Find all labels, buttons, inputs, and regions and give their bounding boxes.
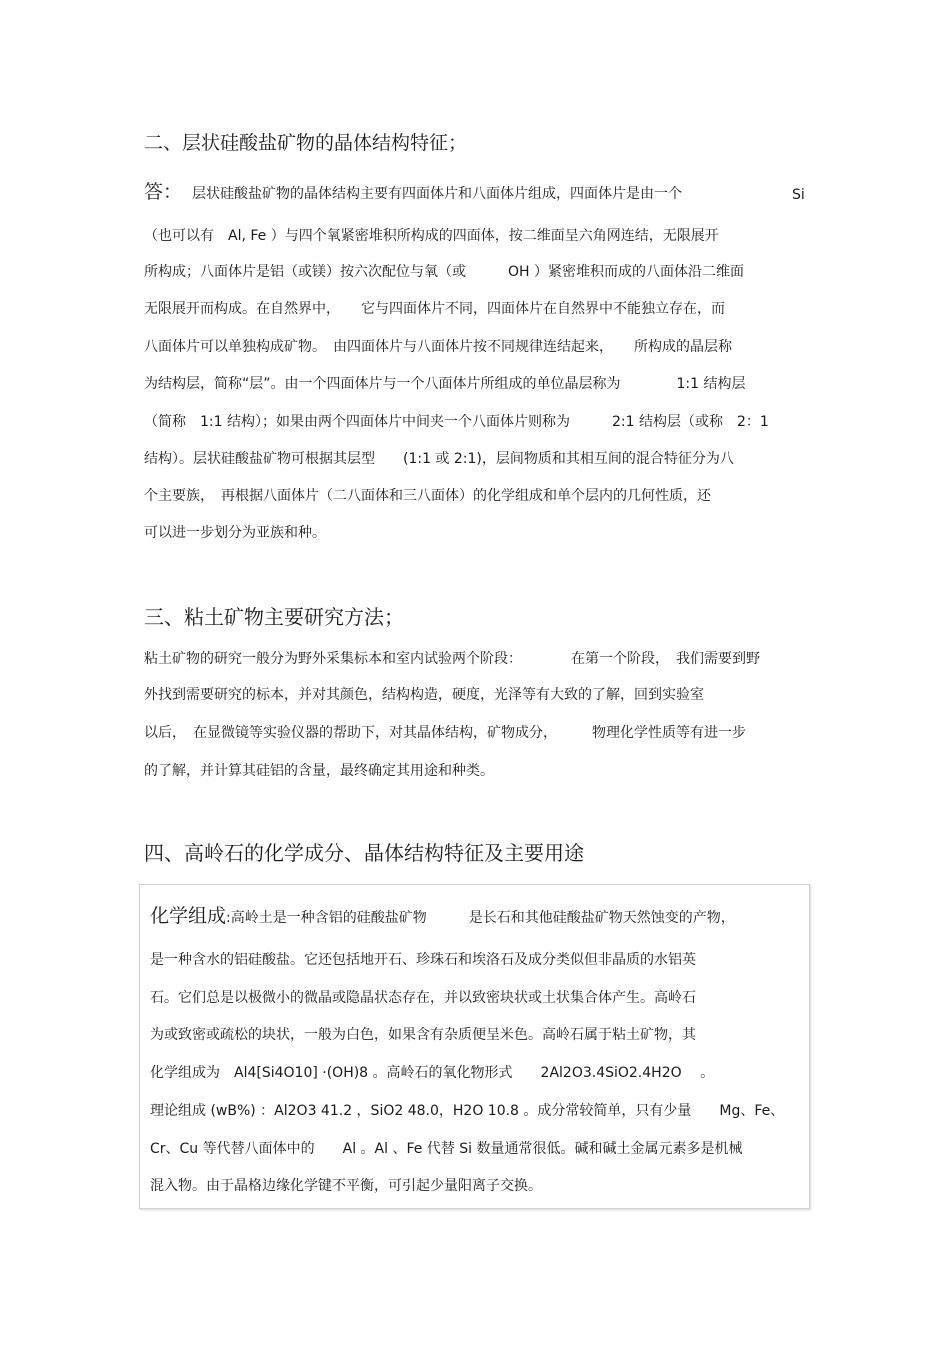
section2-line-5: 八面体片可以单独构成矿物。 由四面体片与八面体片按不同规律连结起来， 所构成的晶层称 [144, 339, 732, 355]
section2-line-1 [144, 182, 682, 204]
section2-line-7: （简称 1:1 结构）；如果由两个四面体片中间夹一个八面体片则称为 2:1 结构层（或称 2：1 [144, 414, 769, 430]
section4-heading: 四、高岭石的化学成分、晶体结构特征及主要用途 [144, 841, 584, 865]
section2-line-3: 所构成；八面体片是铝（或镁）按六次配位与氧（或 OH ）紧密堆积而成的八面体沿二维面 [144, 264, 744, 280]
section4-line-4: 为或致密或疏松的块状，一般为白色，如果含有杂质便呈米色。高岭石属于粘土矿物，其 [150, 1027, 696, 1043]
section3-line-1: 粘土矿物的研究一般分为野外采集标本和室内试验两个阶段： 在第一个阶段， 我们需要到野 [144, 651, 760, 667]
section4-line-5: 化学组成为 Al4[Si4O10] ·(OH)8 。高岭石的氧化物形式 2Al2O3.4SiO2.4H2O 。 [150, 1065, 715, 1081]
section2-line-2: （也可以有 Al, Fe ）与四个氧紧密堆积所构成的四面体，按二维面呈六角网连结，无限展开 [144, 228, 719, 244]
box-title: 化学组成 [150, 905, 227, 927]
section3-line-4: 的了解，并计算其硅铝的含量，最终确定其用途和种类。 [144, 763, 494, 779]
section3-line-2: 外找到需要研究的标本，并对其颜色，结构构造，硬度，光泽等有大致的了解，回到实验室 [144, 687, 704, 703]
section4-line-2: 是一种含水的铝硅酸盐。它还包括地开石、珍珠石和埃洛石及成分类似但非晶质的水铝英 [150, 952, 696, 968]
section3-heading: 三、粘土矿物主要研究方法； [144, 605, 404, 629]
section3-line-3: 以后， 在显微镜等实验仪器的帮助下，对其晶体结构，矿物成分， 物理化学性质等有进一步 [144, 725, 746, 741]
section2-line-4: 无限展开而构成。在自然界中， 它与四面体片不同，四面体片在自然界中不能独立存在，而 [144, 301, 725, 317]
section2-heading: 二、层状硅酸盐矿物的晶体结构特征； [144, 132, 468, 154]
section4-text: :高岭土是一种含铝的硅酸盐矿物 是长石和其他硅酸盐矿物天然蚀变的产物， [226, 910, 735, 926]
section4-line-3: 石。它们总是以极微小的微晶或隐晶状态存在，并以致密块状或土状集合体产生。高岭石 [150, 990, 696, 1006]
section2-line-si: Si [792, 187, 805, 203]
section2-line-10: 可以进一步划分为亚族和种。 [144, 525, 326, 541]
section2-line-6: 为结构层，简称“层”。由一个四面体片与一个八面体片所组成的单位晶层称为 1:1 结构层 [144, 376, 746, 392]
answer-label: 答： [144, 181, 183, 203]
section4-line-7: Cr、Cu 等代替八面体中的 Al 。Al 、Fe 代替 Si 数量通常很低。碱和碱土金属元素多是机械 [150, 1141, 743, 1157]
composition-box [139, 884, 810, 1209]
section2-text: 层状硅酸盐矿物的晶体结构主要有四面体片和八面体片组成，四面体片是由一个 [192, 186, 683, 202]
section2-line-9: 个主要族， 再根据八面体片（二八面体和三八面体）的化学组成和单个层内的几何性质，还 [144, 488, 711, 504]
section4-line-8: 混入物。由于晶格边缘化学键不平衡，可引起少量阳离子交换。 [150, 1178, 542, 1194]
section4-line-6: 理论组成 (wB%) ：Al2O3 41.2 ，SiO2 48.0，H2O 10.8 。成分常较简单，只有少量 Mg、Fe、 [150, 1103, 785, 1119]
section4-line-1 [150, 906, 735, 928]
section2-line-8: 结构）。层状硅酸盐矿物可根据其层型 (1:1 或 2:1)，层间物质和其相互间的混合特征分为八 [144, 451, 734, 467]
